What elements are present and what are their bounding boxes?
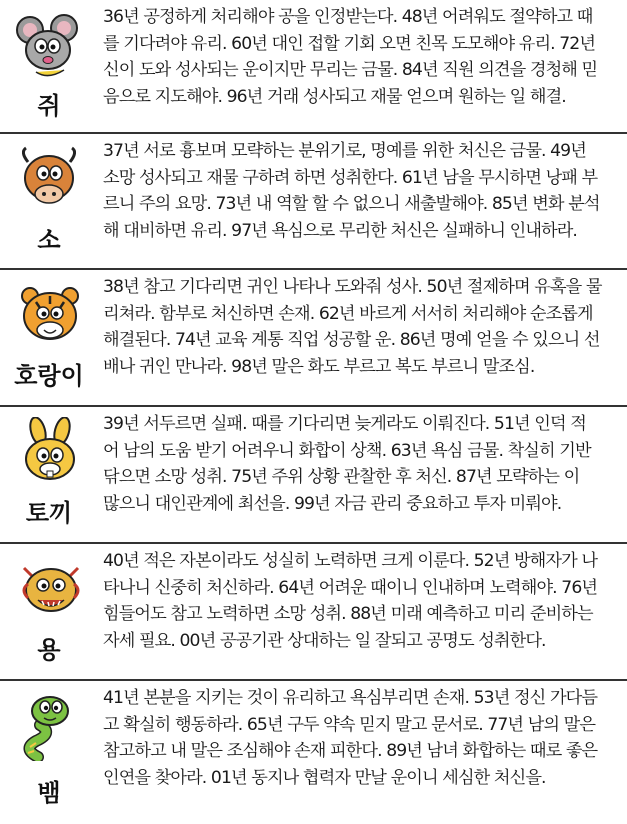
fortune-line: 참고하고 내 말은 조심해야 손재 피한다. 89년 남녀 화합하는 때로 좋은 xyxy=(103,741,598,761)
fortune-line: 신이 도와 성사되는 운이지만 무리는 금물. 84년 직원 의견을 경청해 믿 xyxy=(103,60,598,80)
tiger-icon xyxy=(14,280,88,350)
fortune-line: 힘들어도 참고 노력하면 소망 성취. 88년 미래 예측하고 미리 준비하는 xyxy=(103,604,593,624)
zodiac-name: 호랑이 xyxy=(14,362,84,390)
fortune-line: 를 기다려야 유리. 60년 대인 접할 기회 오면 친목 도모해야 유리. 72년 xyxy=(103,33,596,54)
fortune-line: 자세 필요. 00년 공공기관 상대하는 일 잘되고 공명도 성취한다. xyxy=(103,630,546,651)
zodiac-cell xyxy=(0,0,98,132)
rat-icon xyxy=(14,10,88,80)
fortune-line: 타나니 신중히 처신하라. 64년 어려운 때이니 인내하며 노력해야. 76년 xyxy=(103,577,598,598)
fortune-line: 41년 본분을 지키는 것이 유리하고 욕심부리면 손재. 53년 정신 가다듬 xyxy=(103,688,598,708)
fortune-text xyxy=(103,4,615,110)
fortune-line: 39년 서두르면 실패. 때를 기다리면 늦게라도 이뤄진다. 51년 인덕 적 xyxy=(103,414,586,434)
fortune-line: 36년 공정하게 처리해야 공을 인정받는다. 48년 어려워도 절약하고 때 xyxy=(103,7,593,27)
zodiac-row-dragon xyxy=(0,544,627,681)
fortune-line: 리쳐라. 함부로 처신하면 손재. 62년 바르게 서서히 처리해야 순조롭게 xyxy=(103,303,593,324)
fortune-text xyxy=(103,685,615,791)
fortune-text xyxy=(103,548,615,654)
dragon-icon xyxy=(14,554,88,624)
ox-icon xyxy=(14,144,88,214)
zodiac-name: 뱀 xyxy=(37,779,61,807)
zodiac-name: 토끼 xyxy=(25,499,73,527)
zodiac-row-snake xyxy=(0,681,627,824)
zodiac-row-tiger xyxy=(0,270,627,407)
fortune-line: 고 확실히 행동하라. 65년 구두 약속 믿지 말고 문서로. 77년 남의 말은 xyxy=(103,714,596,735)
rabbit-icon xyxy=(14,417,88,487)
fortune-text xyxy=(103,411,615,517)
zodiac-row-rabbit xyxy=(0,407,627,544)
zodiac-cell xyxy=(0,134,98,268)
zodiac-cell xyxy=(0,681,98,824)
fortune-line: 르니 주의 요망. 73년 내 역할 할 수 없으니 새출발해야. 85년 변화 분석 xyxy=(103,194,600,214)
fortune-text xyxy=(103,138,615,244)
fortune-line: 닦으면 소망 성취. 75년 주위 상황 관찰한 후 처신. 87년 모략하는 이 xyxy=(103,467,580,487)
zodiac-cell xyxy=(0,270,98,405)
fortune-line: 인연을 찾아라. 01년 동지나 협력자 만날 운이니 세심한 처신을. xyxy=(103,767,546,788)
zodiac-name: 쥐 xyxy=(37,92,61,120)
zodiac-cell xyxy=(0,407,98,542)
fortune-line: 소망 성사되고 재물 구하려 하면 성취한다. 61년 남을 무시하면 낭패 부 xyxy=(103,167,598,188)
fortune-line: 40년 적은 자본이라도 성실히 노력하면 크게 이룬다. 52년 방해자가 나 xyxy=(103,551,598,571)
snake-icon xyxy=(14,691,88,761)
fortune-line: 배나 귀인 만나라. 98년 말은 화도 부르고 복도 부르니 말조심. xyxy=(103,356,535,377)
fortune-line: 어 남의 도움 받기 어려우니 화합이 상책. 63년 욕심 금물. 착실히 기반 xyxy=(103,440,591,461)
fortune-line: 음으로 지도해야. 96년 거래 성사되고 재물 얻으며 원하는 일 해결. xyxy=(103,86,566,107)
fortune-text xyxy=(103,274,615,380)
fortune-line: 해결된다. 74년 교육 계통 직업 성공할 운. 86년 명예 얻을 수 있으니 선 xyxy=(103,330,600,350)
fortune-line: 38년 참고 기다리면 귀인 나타나 도와줘 성사. 50년 절제하며 유혹을 물 xyxy=(103,277,602,297)
zodiac-row-ox xyxy=(0,134,627,270)
fortune-line: 많으니 대인관계에 최선을. 99년 자금 관리 중요하고 투자 미뤄야. xyxy=(103,493,562,514)
zodiac-name: 용 xyxy=(37,636,61,664)
zodiac-cell xyxy=(0,544,98,679)
zodiac-name: 소 xyxy=(37,226,61,254)
zodiac-row-rat xyxy=(0,0,627,134)
fortune-line: 37년 서로 흉보며 모략하는 분위기로, 명예를 위한 처신은 금물. 49년 xyxy=(103,141,586,161)
fortune-line: 해 대비하면 유리. 97년 욕심으로 무리한 처신은 실패하니 인내하라. xyxy=(103,220,577,241)
